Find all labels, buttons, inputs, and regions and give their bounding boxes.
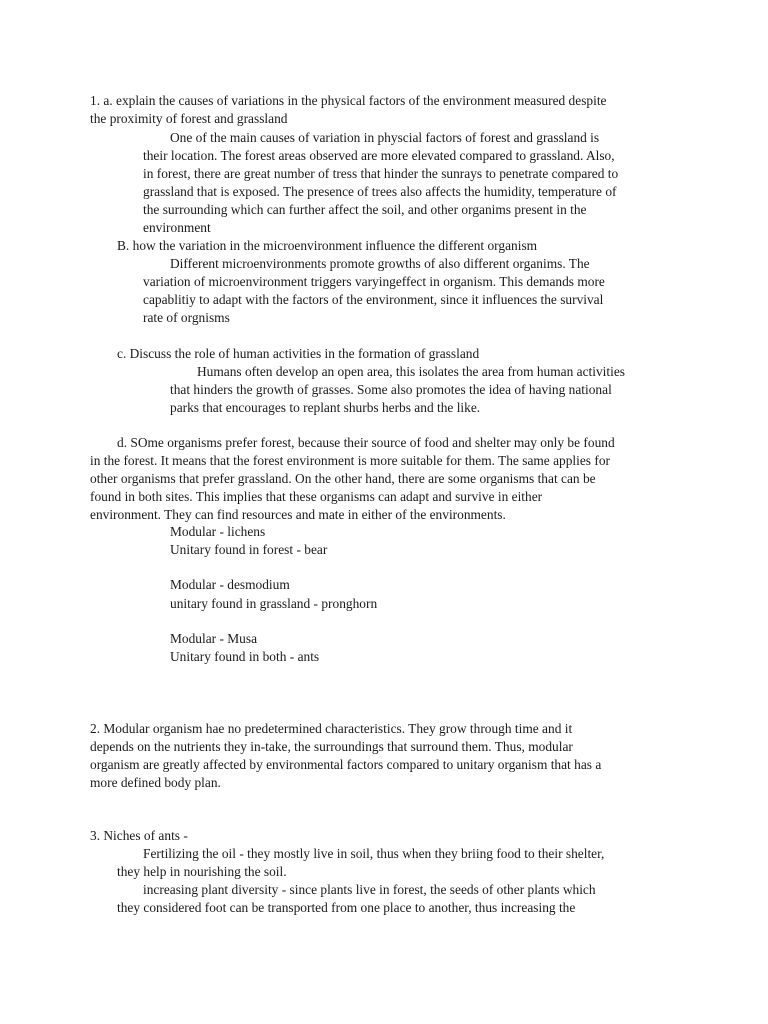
q1a-answer-line: One of the main causes of variation in physcial factors of forest and grassland is [170,130,600,145]
q1b-heading: B. how the variation in the microenvironment influence the different organism [117,238,538,253]
q2-answer-line: depends on the nutrients they in-take, the surroundings that surround them. Thus, modular [90,739,573,754]
q1d-answer-line: found in both sites. This implies that these organisms can adapt and survive in either [90,489,543,504]
q1a-answer-line: their location. The forest areas observed are more elevated compared to grassland. Also, [143,148,615,163]
example-line: Modular - lichens [170,524,266,539]
q1a-answer-line: the surrounding which can further affect the soil, and other organims present in the [143,202,587,217]
q1d-answer-line: d. SOme organisms prefer forest, because their source of food and shelter may only be found [117,435,615,450]
q1d-answer-line: environment. They can find resources and mate in either of the environments. [90,507,506,522]
q2-answer-line: more defined body plan. [90,775,221,790]
q2-answer-line: organism are greatly affected by environmental factors compared to unitary organism that has a [90,757,602,772]
q1d-answer-line: in the forest. It means that the forest environment is more suitable for them. The same applies for [90,453,610,468]
q3-heading: 3. Niches of ants - [90,828,188,843]
example-line: Unitary found in both - ants [170,649,320,664]
q1c-heading: c. Discuss the role of human activities in the formation of grassland [117,346,480,361]
q1a-answer-line: environment [143,220,211,235]
q3-answer-line: they help in nourishing the soil. [117,864,287,879]
q1b-answer-line: capablitiy to adapt with the factors of the environment, since it influences the survival [143,292,604,307]
q1a-answer-line: grassland that is exposed. The presence of trees also affects the humidity, temperature of [143,184,617,199]
q3-answer-line: Fertilizing the oil - they mostly live in soil, thus when they briing food to their shelter, [143,846,605,861]
q1b-answer-line: Different microenvironments promote growths of also different organims. The [170,256,590,271]
q1c-answer-line: Humans often develop an open area, this isolates the area from human activities [197,364,625,379]
q1-heading-line-2: the proximity of forest and grassland [90,111,288,126]
q1a-answer-line: in forest, there are great number of tress that hinder the sunrays to penetrate compared to [143,166,619,181]
q2-answer-line: 2. Modular organism hae no predetermined characteristics. They grow through time and it [90,721,573,736]
q3-answer-line: increasing plant diversity - since plants live in forest, the seeds of other plants which [143,882,596,897]
q1-heading-line-1: 1. a. explain the causes of variations in the physical factors of the environment measured despite [90,93,607,108]
example-line: unitary found in grassland - pronghorn [170,596,378,611]
q1d-answer-line: other organisms that prefer grassland. On the other hand, there are some organisms that can be [90,471,596,486]
q1c-answer-line: parks that encourages to replant shurbs herbs and the like. [170,400,481,415]
example-line: Unitary found in forest - bear [170,542,328,557]
q1b-answer-line: rate of orgnisms [143,310,230,325]
q1c-answer-line: that hinders the growth of grasses. Some also promotes the idea of having national [170,382,612,397]
q3-answer-line: they considered foot can be transported from one place to another, thus increasing the [117,900,576,915]
example-line: Modular - desmodium [170,577,290,592]
q1b-answer-line: variation of microenvironment triggers varyingeffect in organism. This demands more [143,274,605,289]
example-line: Modular - Musa [170,631,258,646]
